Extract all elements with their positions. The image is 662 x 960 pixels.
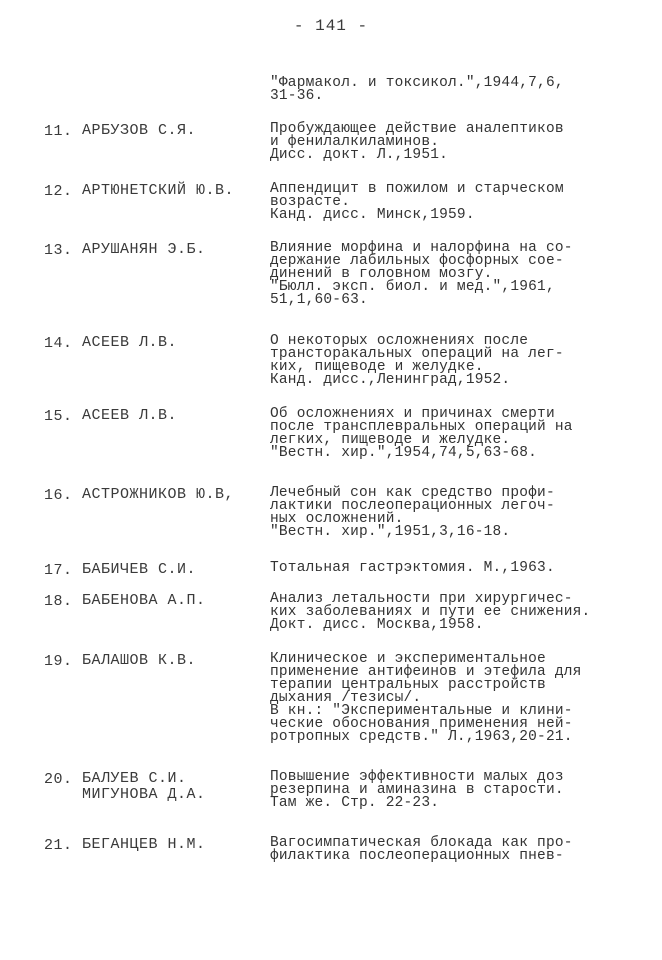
entry-text: [270, 487, 630, 539]
entry-text: [270, 653, 630, 744]
text-line: Об осложнениях и причинах смерти: [270, 406, 555, 422]
entry-number: 12.: [44, 183, 73, 200]
text-line: О некоторых осложнениях после: [270, 333, 529, 349]
text-line: ких, пищеводе и желудке.: [270, 359, 484, 375]
entry-text: [270, 335, 630, 387]
text-line: Повышение эффективности малых доз: [270, 769, 564, 785]
entry-author: БАЛАШОВ К.В.: [82, 652, 197, 669]
text-line: Клиническое и экспериментальное: [270, 651, 546, 667]
entry-text: [270, 242, 630, 307]
text-line: Лечебный сон как средство профи-: [270, 485, 555, 501]
entry-text: [270, 408, 630, 460]
text-line: ных осложнений.: [270, 511, 404, 527]
text-line: после трансплевральных операций на: [270, 419, 573, 435]
text-line: "Бюлл. эксп. биол. и мед.",1961,: [270, 279, 555, 295]
entry-text: [270, 562, 630, 575]
entry-number: 13.: [44, 242, 73, 259]
entry-text: [270, 837, 630, 863]
entry-text: [270, 183, 630, 222]
text-line: "Вестн. хир.",1951,3,16-18.: [270, 524, 511, 540]
entry-text: [270, 123, 630, 162]
text-line: применение антифеинов и этефила для: [270, 664, 582, 680]
text-line: Докт. дисс. Москва,1958.: [270, 617, 484, 633]
text-line: Пробуждающее действие аналептиков: [270, 121, 564, 137]
text-line: ротропных средств." Л.,1963,20-21.: [270, 729, 573, 745]
entry-author: АРТЮНЕТСКИЙ Ю.В.: [82, 182, 235, 199]
entry-author: АСЕЕВ Л.В.: [82, 334, 178, 351]
entry-text: [270, 593, 630, 632]
text-line: возрасте.: [270, 194, 351, 210]
text-line: дыхания /тезисы/.: [270, 690, 422, 706]
entry-author: АСТРОЖНИКОВ Ю.В,: [82, 486, 235, 503]
text-line: Влияние морфина и налорфина на со-: [270, 240, 573, 256]
entry-author: БЕГАНЦЕВ Н.М.: [82, 836, 206, 853]
text-line: лактики послеоперационных легоч-: [270, 498, 555, 514]
text-line: В кн.: "Экспериментальные и клини-: [270, 703, 573, 719]
continuation-text: [270, 77, 630, 103]
entry-author: АРБУЗОВ С.Я.: [82, 122, 197, 139]
entry-number: 20.: [44, 771, 73, 788]
entry-number: 11.: [44, 123, 73, 140]
text-line: и фенилалкиламинов.: [270, 134, 440, 150]
text-line: филактика послеоперационных пнев-: [270, 848, 564, 864]
text-line: 31-36.: [270, 88, 324, 104]
text-line: Канд. дисс.,Ленинград,1952.: [270, 372, 511, 388]
entry-author: БАБИЧЕВ С.И.: [82, 561, 197, 578]
text-line: Дисс. докт. Л.,1951.: [270, 147, 449, 163]
text-line: "Фармакол. и токсикол.",1944,7,6,: [270, 75, 564, 91]
entry-author: АСЕЕВ Л.В.: [82, 407, 178, 424]
text-line: ческие обоснования применения ней-: [270, 716, 573, 732]
entry-number: 14.: [44, 335, 73, 352]
entry-text: [270, 771, 630, 810]
text-line: Анализ летальности при хирургичес-: [270, 591, 573, 607]
entry-author: БАЛУЕВ С.И. МИГУНОВА Д.А.: [82, 770, 206, 803]
text-line: резерпина и аминазина в старости.: [270, 782, 564, 798]
entry-number: 19.: [44, 653, 73, 670]
text-line: держание лабильных фосфорных сое-: [270, 253, 564, 269]
entry-number: 15.: [44, 408, 73, 425]
text-line: Там же. Стр. 22-23.: [270, 795, 440, 811]
text-line: терапии центральных расстройств: [270, 677, 546, 693]
text-line: "Вестн. хир.",1954,74,5,63-68.: [270, 445, 538, 461]
text-line: легких, пищеводе и желудке.: [270, 432, 511, 448]
entry-number: 17.: [44, 562, 73, 579]
text-line: динений в головном мозгу.: [270, 266, 493, 282]
text-line: Аппендицит в пожилом и старческом: [270, 181, 564, 197]
text-line: Канд. дисс. Минск,1959.: [270, 207, 475, 223]
entry-number: 18.: [44, 593, 73, 610]
entry-number: 21.: [44, 837, 73, 854]
text-line: ких заболеваниях и пути ее снижения.: [270, 604, 591, 620]
entry-number: 16.: [44, 487, 73, 504]
text-line: трансторакальных операций на лег-: [270, 346, 564, 362]
text-line: Вагосимпатическая блокада как про-: [270, 835, 573, 851]
text-line: Тотальная гастрэктомия. М.,1963.: [270, 560, 555, 576]
text-line: 51,1,60-63.: [270, 292, 368, 308]
entry-author: АРУШАНЯН Э.Б.: [82, 241, 206, 258]
page-number: - 141 -: [293, 17, 369, 35]
entry-author: БАБЕНОВА А.П.: [82, 592, 206, 609]
